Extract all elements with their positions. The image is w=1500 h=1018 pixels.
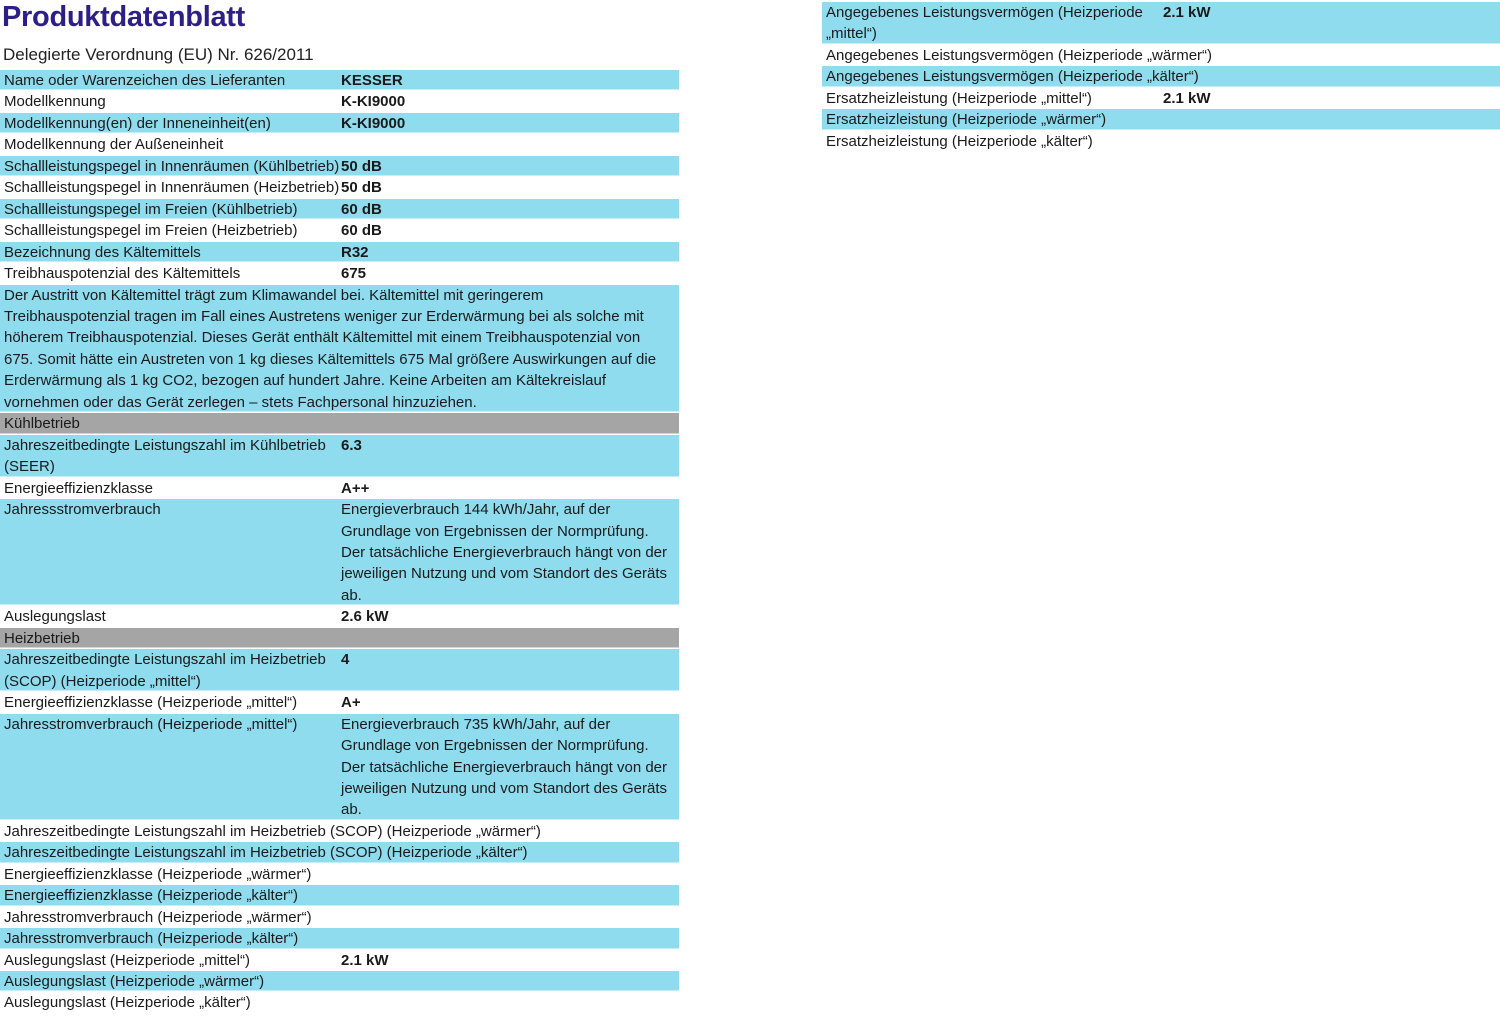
row-value: K-KI9000: [341, 93, 406, 111]
row-value: Energieverbrauch 735 kWh/Jahr, auf der Grundlage von Ergebnissen der Normprüfung. Der tatsächliche Energieverbrauch hängt von der jeweiligen Nutzung und vom Standort des Geräts ab.: [341, 715, 668, 819]
row-label: Jahreszeitbedingte Leistungszahl im Kühlbetrieb (SEER): [4, 436, 326, 476]
row-label: Bezeichnung des Kältemittels: [4, 243, 201, 261]
row-label: Schallleistungspegel im Freien (Heizbetrieb): [4, 222, 298, 240]
table-row: [0, 950, 679, 971]
row-value: 60 dB: [341, 200, 382, 218]
right-table: [822, 2, 1500, 152]
table-row: [0, 692, 679, 713]
section-header-label: Kühlbetrieb: [4, 415, 80, 433]
row-label: Jahreszeitbedingte Leistungszahl im Heizbetrieb (SCOP) (Heizperiode „kälter“): [4, 844, 528, 862]
row-value: 675: [341, 265, 367, 283]
row-value: 50 dB: [341, 157, 382, 175]
table-row: [0, 821, 679, 842]
row-label: Modellkennung: [4, 93, 106, 111]
row-label: Angegebenes Leistungsvermögen (Heizperiode „kälter“): [826, 68, 1199, 86]
table-row: [822, 2, 1500, 45]
table-row: [0, 928, 679, 949]
table-row: [0, 606, 679, 627]
row-value: 2.1 kW: [1163, 4, 1211, 21]
row-value: Energieverbrauch 144 kWh/Jahr, auf der Grundlage von Ergebnissen der Normprüfung. Der tatsächliche Energieverbrauch hängt von der jeweiligen Nutzung und vom Standort des Geräts ab.: [341, 501, 668, 604]
row-label: Angegebenes Leistungsvermögen (Heizperiode „mittel“): [826, 4, 1143, 43]
section-header-row: [0, 628, 679, 649]
section-header-label: Heizbetrieb: [4, 629, 80, 647]
row-label: Energieeffizienzklasse: [4, 479, 153, 497]
table-row: [0, 134, 679, 155]
row-value: R32: [341, 243, 369, 261]
row-value: 60 dB: [341, 222, 382, 240]
table-row: [0, 263, 679, 284]
table-row: [0, 714, 679, 821]
row-label: Schallleistungspegel im Freien (Kühlbetrieb): [4, 200, 298, 218]
row-value: 6.3: [341, 436, 362, 454]
table-row: [0, 435, 679, 478]
table-row: [0, 220, 679, 241]
note-row: [0, 285, 679, 414]
row-value: 4: [341, 651, 350, 669]
right-column: [822, 2, 1500, 152]
row-label: Jahresstromverbrauch (Heizperiode „wärmer“): [4, 908, 312, 926]
row-label: Jahreszeitbedingte Leistungszahl im Heizbetrieb (SCOP) (Heizperiode „wärmer“): [4, 822, 541, 840]
section-header-row: [0, 413, 679, 434]
table-row: [822, 45, 1500, 66]
row-label: Energieeffizienzklasse (Heizperiode „kälter“): [4, 887, 299, 905]
row-label: Treibhauspotenzial des Kältemittels: [4, 265, 241, 283]
table-row: [822, 131, 1500, 152]
left-column: [0, 0, 679, 1014]
row-value: A++: [341, 479, 370, 497]
table-row: [0, 971, 679, 992]
row-label: Jahreszeitbedingte Leistungszahl im Heizbetrieb (SCOP) (Heizperiode „mittel“): [4, 651, 326, 690]
table-row: [822, 88, 1500, 109]
table-row: [0, 649, 679, 692]
row-label: Auslegungslast (Heizperiode „mittel“): [4, 951, 250, 969]
row-label: Modellkennung(en) der Inneneinheit(en): [4, 114, 271, 132]
row-label: Auslegungslast: [4, 608, 106, 626]
row-label: Energieeffizienzklasse (Heizperiode „wärmer“): [4, 865, 312, 883]
table-row: [0, 156, 679, 177]
row-label: Modellkennung der Außeneinheit: [4, 136, 224, 154]
row-label: Name oder Warenzeichen des Lieferanten: [4, 72, 286, 89]
table-row: [822, 66, 1500, 87]
table-row: [0, 907, 679, 928]
table-row: [0, 199, 679, 220]
row-value: A+: [341, 694, 361, 712]
table-row: [0, 91, 679, 112]
row-label: Jahressstromverbrauch: [4, 501, 161, 519]
row-value: 2.1 kW: [1163, 89, 1211, 107]
row-label: Auslegungslast (Heizperiode „wärmer“): [4, 973, 265, 991]
row-label: Auslegungslast (Heizperiode „kälter“): [4, 994, 251, 1012]
table-row: [0, 499, 679, 606]
table-row: [0, 992, 679, 1013]
row-value: 2.6 kW: [341, 608, 389, 626]
table-row: [0, 885, 679, 906]
table-row: [822, 109, 1500, 130]
row-label: Schallleistungspegel in Innenräumen (Kühlbetrieb): [4, 157, 340, 175]
row-value: 2.1 kW: [341, 951, 389, 969]
regulation-subtitle: Delegierte Verordnung (EU) Nr. 626/2011: [3, 45, 314, 64]
row-label: Jahresstromverbrauch (Heizperiode „mittel“): [4, 715, 298, 733]
row-value: K-KI9000: [341, 114, 406, 132]
left-table: [0, 70, 679, 1014]
row-label: Angegebenes Leistungsvermögen (Heizperiode „wärmer“): [826, 46, 1213, 64]
row-value: KESSER: [341, 72, 403, 89]
table-row: [0, 864, 679, 885]
table-row: [0, 242, 679, 263]
row-label: Der Austritt von Kältemittel trägt zum Klimawandel bei. Kältemittel mit geringerem Treibhauspotenzial tragen im Fall eines Austretens weniger zur Erderwärmung bei als solche mit höherem Treibhauspotenzial. Dieses Gerät enthält Kältemittel mit einem Treibhauspotenzial von 675. Somit hätte ein Austreten von 1 kg dieses Kältemittels 675 Mal größere Auswirkungen auf die Erderwärmung als 1 kg CO2, bezogen auf hundert Jahre. Keine Arbeiten am Kältekreislauf vornehmen oder das Gerät zerlegen – stets Fachpersonal hinzuziehen.: [4, 286, 657, 411]
row-label: Energieeffizienzklasse (Heizperiode „mittel“): [4, 694, 298, 712]
row-value: 50 dB: [341, 179, 382, 197]
table-row: [0, 177, 679, 198]
table-row: [0, 113, 679, 134]
row-label: Ersatzheizleistung (Heizperiode „mittel“): [826, 89, 1092, 107]
row-label: Ersatzheizleistung (Heizperiode „kälter“): [826, 132, 1093, 150]
table-row: [0, 70, 679, 91]
table-row: [0, 478, 679, 499]
row-label: Ersatzheizleistung (Heizperiode „wärmer“): [826, 111, 1107, 129]
page-title: Produktdatenblatt: [2, 1, 246, 33]
row-label: Schallleistungspegel in Innenräumen (Heizbetrieb): [4, 179, 340, 197]
row-label: Jahresstromverbrauch (Heizperiode „kälter“): [4, 930, 299, 948]
table-row: [0, 842, 679, 863]
